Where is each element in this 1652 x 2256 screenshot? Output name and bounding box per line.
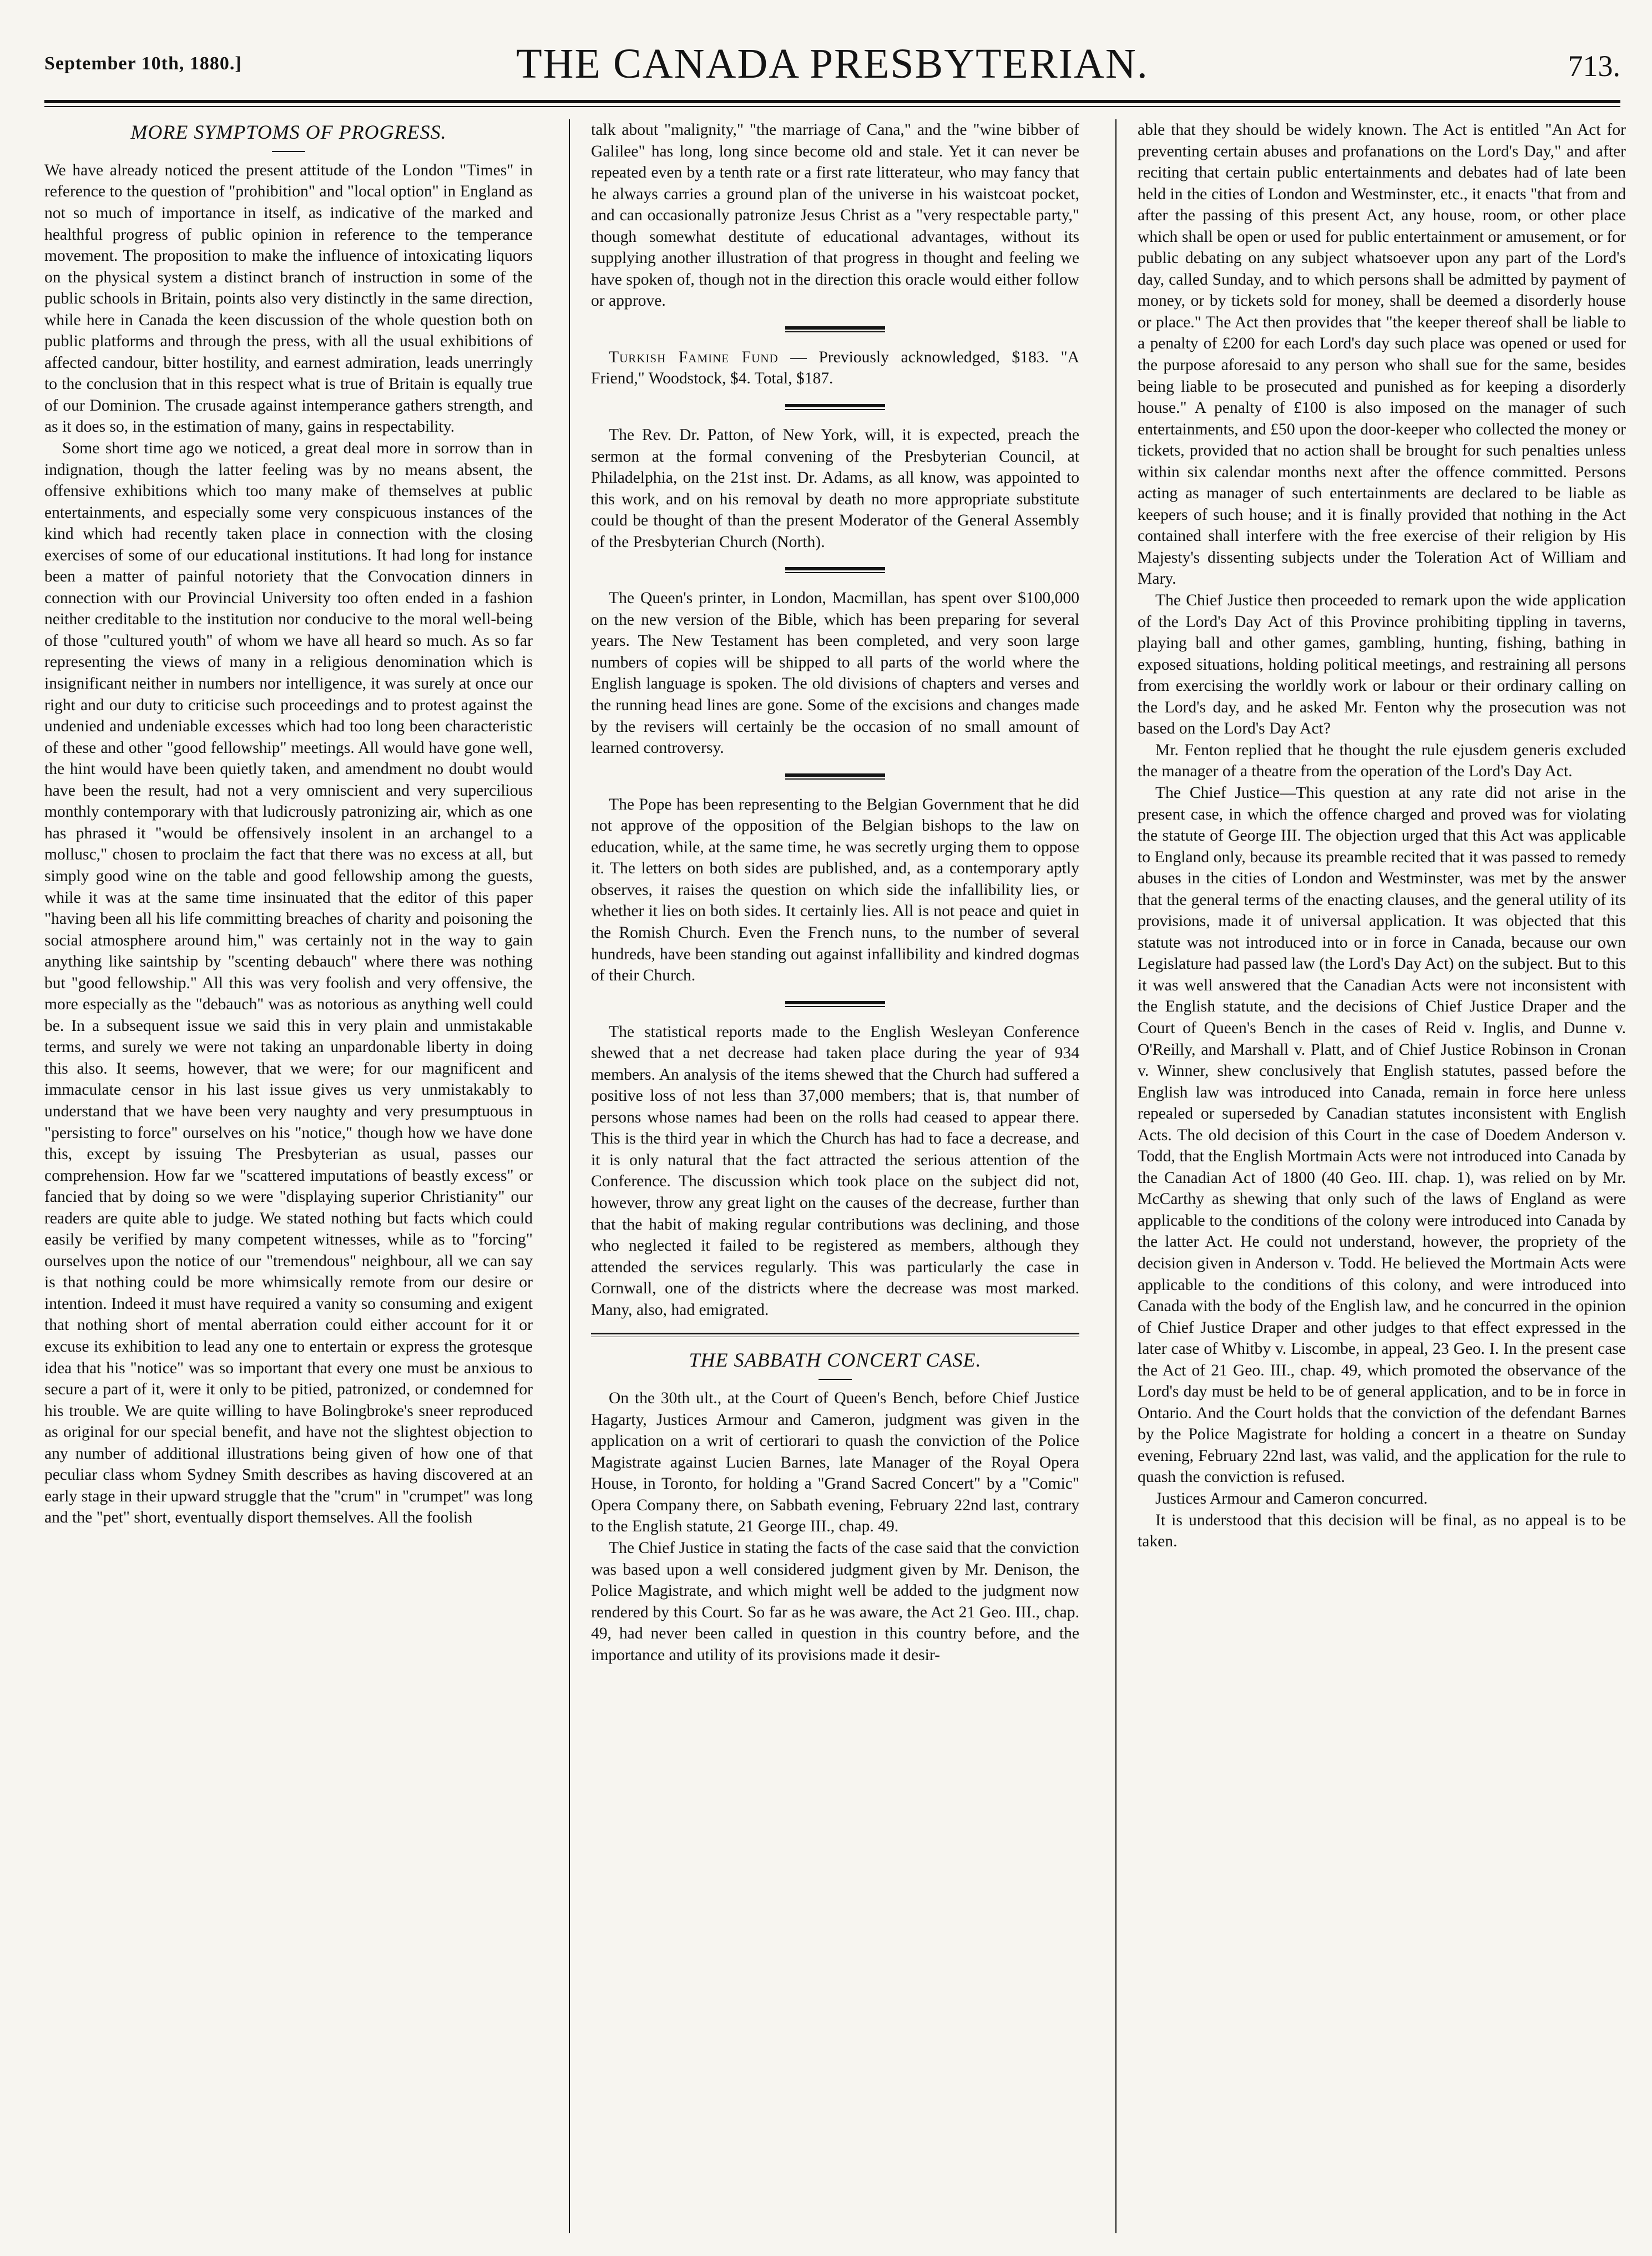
article-heading: MORE SYMPTOMS OF PROGRESS. xyxy=(130,121,447,143)
column-divider xyxy=(1115,119,1117,2233)
news-paragraph: The Rev. Dr. Patton, of New York, will, it is expected, preach the sermon at the formal convening of the Presbyterian Council, at Philadelphia, on the 21st inst. Dr. Adams, as all know, was appointed to this work, and on his removal by death no more appropriate substitute could be thought of than the present Moderator of the General Assembly of the Presbyterian Church (North). xyxy=(591,426,1079,551)
news-paragraph: The Pope has been representing to the Belgian Government that he did not approve of the opposition of the Belgian bishops to the law on education, while, at the same time, he was secretly urging them to oppose it. The letters on both sides are published, and, as a contemporary aptly observes, it raises the question on which side the infallibility lies, or whether it lies on both sides. It certainly lies. All is not peace and quiet in the Romish Church. Even the French nuns, to the number of several hundreds, have been standing out against infallibility and kindred dogmas of their Church. xyxy=(591,795,1079,985)
section-separator xyxy=(785,326,885,332)
article-paragraph: It is understood that this decision will be final, as no appeal is to be taken. xyxy=(1138,1511,1626,1551)
masthead-rule xyxy=(44,100,1620,103)
newspaper-page xyxy=(33,22,1626,2242)
notice-paragraph xyxy=(591,347,1079,390)
article-paragraph: talk about "malignity," "the marriage of Cana," and the "wine bibber of Galilee" has long, long since become old and stale. Yet it can never be repeated even by a tenth rate or a first rate litterateur, who may fancy that he always carries a ground plan of the universe in his waistcoat pocket, and can occasionally patronize Jesus Christ as a "very respectable party," though somewhat destitute of educational advantages, without its supplying another illustration of that progress in thought and feeling we have spoken of, though not in the direction this oracle would either follow or approve. xyxy=(591,121,1079,310)
newspaper-title: THE CANADA PRESBYTERIAN. xyxy=(516,41,1149,87)
issue-date: September 10th, 1880.] xyxy=(44,53,242,74)
column-1 xyxy=(44,119,533,1529)
column-3 xyxy=(1138,119,1626,1552)
column-2 xyxy=(591,119,1079,1666)
article-paragraph: Justices Armour and Cameron concurred. xyxy=(1155,1490,1428,1508)
column-divider xyxy=(569,119,570,2233)
article-paragraph: On the 30th ult., at the Court of Queen's Bench, before Chief Justice Hagarty, Justices Armour and Cameron, judgment was given in the application on a writ of certiorari to quash the conviction of the Police Magistrate against Lucien Barnes, late Manager of the Royal Opera House, in Toronto, for holding a "Grand Sacred Concert" by a "Comic" Opera Company there, on Sabbath evening, February 22nd last, contrary to the English statute, 21 George III., chap. 49. xyxy=(591,1389,1079,1536)
section-separator xyxy=(785,404,885,410)
article-paragraph: The Chief Justice then proceeded to remark upon the wide application of the Lord's Day Act of this Province prohibiting tippling in taverns, playing ball and other games, gambling, hunting, fishing, bathing in exposed situations, holding political meetings, and restraining all persons from exercising the worldly work or labour or their ordinary calling on the Lord's day, and he asked Mr. Fenton why the prosecution was not based on the Lord's Day Act? xyxy=(1138,591,1626,738)
masthead-rule-thin xyxy=(44,106,1620,107)
article-paragraph: Some short time ago we noticed, a great deal more in sorrow than in indignation, though the latter feeling was by no means absent, the offensive exhibitions which too many make of themselves at public entertainments, and especially some very conspicuous instances of the kind which had recently taken place in connection with the closing exercises of some of our educational institutions. It had long for instance been a matter of painful notoriety that the Convocation dinners in connection with our Provincial University too often ended in a fashion neither creditable to the institution nor conducive to the moral well-being of those "cultured youth" of whom we have all heard so much. As so far representing the views of many in a religious denomination which is insignificant neither in numbers nor intelligence, it was surely at once our right and our duty to criticise such proceedings and to protest against the undenied and undeniable excesses which had too long been characteristic of these and other "good fellowship" meetings. All would have gone well, the hint would have been quietly taken, and amendment no doubt would have been the result, had not a very omniscient and very supercilious monthly contemporary with that ludicrously patronizing air, which as one has phrased it "would be offensively insolent in an archangel to a mollusc," chosen to proclaim the fact that there was no excess at all, but simply good wine on the table and good fellowship among the guests, while it was at the same time insinuated that the editor of this paper "having been all his life committing breaches of charity and poisoning the social atmosphere around him," was certainly not in the way to gain anything like saintship by "scenting debauch" where there was nothing but "good fellowship." All this was very foolish and very offensive, the more especially as the "debauch" was as notorious as anything well could be. In a subsequent issue we said this in very plain and unmistakable terms, and surely we were not taking an unpardonable liberty in doing this also. It seems, however, that we were; for our magnificent and immaculate censor in his last issue gives us very unmistakably to understand that we have been very naughty and very presumptuous in "persisting to force" ourselves on his "notice," though how we have done this, except by issuing The Presbyterian as usual, passes our comprehension. How far we "scattered imputations of beastly excess" or fancied that by doing so we were "displaying superior Christianity" our readers are quite able to judge. We stated nothing but facts which could easily be verified by many competent witnesses, while as to "forcing" ourselves upon the notice of our "tremendous" neighbour, all we can say is that nothing could be more whimsically remote from our desire or intention. Indeed it must have required a vanity so consuming and exigent that nothing short of mental aberration could either account for it or excuse its exhibition to lead any one to entertain or express the grotesque idea that his "notice" was so important that every one must be anxious to secure a part of it, were it only to be pitied, patronized, or condemned for his trouble. We are quite willing to have Bolingbroke's sneer reproduced as original for our special benefit, and have not the slightest objection to any number of additional illustrations being given of how one of that peculiar class whom Sydney Smith describes as having discovered at an early stage in their upward struggle that the "crum" in "crumpet" was long and the "pet" short, eventually disport themselves. All the foolish xyxy=(44,439,533,1527)
article-paragraph: We have already noticed the present attitude of the London "Times" in reference to the question of "prohibition" and "local option" in England as not so much of importance in itself, as indicative of the marked and healthful progress of public opinion in reference to the temperance movement. The proposition to make the influence of intoxicating liquors on the physical system a distinct branch of instruction in some of the public schools in Britain, points also very distinctly in the same direction, while here in Canada the keen discussion of the whole question both on public platforms and through the press, with all the usual exhibitions of affected candour, bitter hostility, and earnest admiration, leads unerringly to the conclusion that in this respect what is true of Britain is equally true of our Dominion. The crusade against intemperance gathers strength, and as it does so, in the estimation of many, gains in respectability. xyxy=(44,161,533,436)
masthead xyxy=(44,27,1620,99)
news-paragraph: The statistical reports made to the English Wesleyan Conference shewed that a net decrease had taken place during the year of 934 members. An analysis of the items shewed that the Church had suffered a positive loss of not less than 37,000 members; that is, that number of persons whose names had been on the rolls had ceased to appear there. This is the third year in which the Church has had to face a decrease, and it is only natural that the fact attracted the serious attention of the Conference. The discussion which took place on the subject did not, however, throw any great light on the causes of the decrease, further than that the habit of making regular contributions was declining, and those who neglected it failed to be registered as members, although they attended the services regularly. This was particularly the case in Cornwall, one of the districts where the decrease was most marked. Many, also, had emigrated. xyxy=(591,1023,1079,1319)
section-rule xyxy=(591,1333,1079,1334)
article-heading: THE SABBATH CONCERT CASE. xyxy=(689,1349,982,1372)
article-paragraph: able that they should be widely known. The Act is entitled "An Act for preventing certain abuses and profanations on the Lord's Day," and after reciting that certain public entertainments and debates had of late been held in the cities of London and Westminster, etc., it enacts "that from and after the passing of this present Act, any house, room, or other place which shall be open or used for public entertainment or amusement, or for public debating on any subject whatsoever upon any part of the Lord's day, called Sunday, and to which persons shall be admitted by payment of money, or by tickets sold for money, shall be deemed a disorderly house or place." The Act then provides that "the keeper thereof shall be liable to a penalty of £200 for each Lord's day such place was opened or used for the purpose aforesaid to any person who shall sue for the same, besides being liable to be prosecuted and punished as for keeping a disorderly house." A penalty of £100 is also imposed on the manager of such entertainments, and £50 upon the door-keeper who collected the money or tickets, provided that no action shall be brought for such penalties unless within six calendar months next after the offence committed. Persons acting as manager of such entertainments are declared to be liable as keepers of such house; and it is finally provided that nothing in the Act contained shall interfere with the free exercise of their religion by His Majesty's dissenting subjects under the Toleration Act of William and Mary. xyxy=(1138,121,1626,588)
section-separator xyxy=(785,1001,885,1007)
page-number: 713. xyxy=(1568,49,1620,83)
notice-text: — Previously acknowledged, $183. "A Friend," Woodstock, $4. Total, $187. xyxy=(591,348,1079,388)
heading-dash xyxy=(819,1379,852,1380)
notice-label: Turkish Famine Fund xyxy=(609,348,779,366)
news-paragraph: The Queen's printer, in London, Macmillan, has spent over $100,000 on the new version of the Bible, which has been preparing for several years. The New Testament has been completed, and very soon large numbers of copies will be shipped to all parts of the world where the English language is spoken. The old divisions of chapters and verses and the running head lines are gone. Some of the excisions and changes made by the revisers will certainly be the occasion of no small amount of learned controversy. xyxy=(591,589,1079,757)
section-separator xyxy=(785,773,885,780)
article-paragraph: Mr. Fenton replied that he thought the rule ejusdem generis excluded the manager of a theatre from the operation of the Lord's Day Act. xyxy=(1138,741,1626,781)
article-paragraph: The Chief Justice—This question at any rate did not arise in the present case, in which the offence charged and proved was for violating the statute of George III. The objection urged that this Act was applicable to England only, because its preamble recited that it was passed to remedy abuses in the cities of London and Westminster, was met by the answer that the general terms of the enacting clauses, and the general utility of its provisions, made it of universal application. It was objected that this statute was not introduced into or in force in Canada, because our own Legislature had passed law (the Lord's Day Act) on the subject. But to this it was well answered that the Canadian Acts were not inconsistent with the English statute, and the decisions of Chief Justice Draper and the Court of Queen's Bench in the cases of Reid v. Inglis, and Dunne v. O'Reilly, and Marshall v. Platt, and of Chief Justice Robinson in Cronan v. Winner, shew conclusively that English statutes, passed before the English law was introduced into Canada, remain in force here unless repealed or superseded by Canadian statutes inconsistent with English Acts. The old decision of this Court in the case of Doedem Anderson v. Todd, that the English Mortmain Acts were not introduced into Canada by the Canadian Act of 1800 (40 Geo. III. chap. 1), was relied on by Mr. McCarthy as shewing that only such of the laws of England as were applicable to the conditions of the colony were introduced into Canada by the latter Act. He could not understand, however, the propriety of the decision given in Anderson v. Todd. He believed the Mortmain Acts were applicable to the conditions of this colony, and were introduced into Canada with the body of the English law, and he concurred in the opinion of Chief Justice Draper and other judges to that effect expressed in the later case of Whitby v. Liscombe, in appeal, 23 Geo. I. In the present case the Act of 21 Geo. III., chap. 49, which promoted the observance of the Lord's day must be held to be of general application, and to be in force in Ontario. And the Court holds that the conviction of the defendant Barnes by the Police Magistrate for holding a concert in a theatre on Sunday evening, February 22nd last, was valid, and the application for the rule to quash the conviction is refused. xyxy=(1138,783,1626,1486)
section-separator xyxy=(785,567,885,573)
heading-dash xyxy=(272,151,305,152)
article-paragraph: The Chief Justice in stating the facts of the case said that the conviction was based upon a well considered judgment given by Mr. Denison, the Police Magistrate, and which might well be added to the judgment now rendered by this Court. So far as he was aware, the Act 21 Geo. III., chap. 49, had never been called in question in this country before, and the importance and utility of its provisions made it desir- xyxy=(591,1539,1079,1664)
